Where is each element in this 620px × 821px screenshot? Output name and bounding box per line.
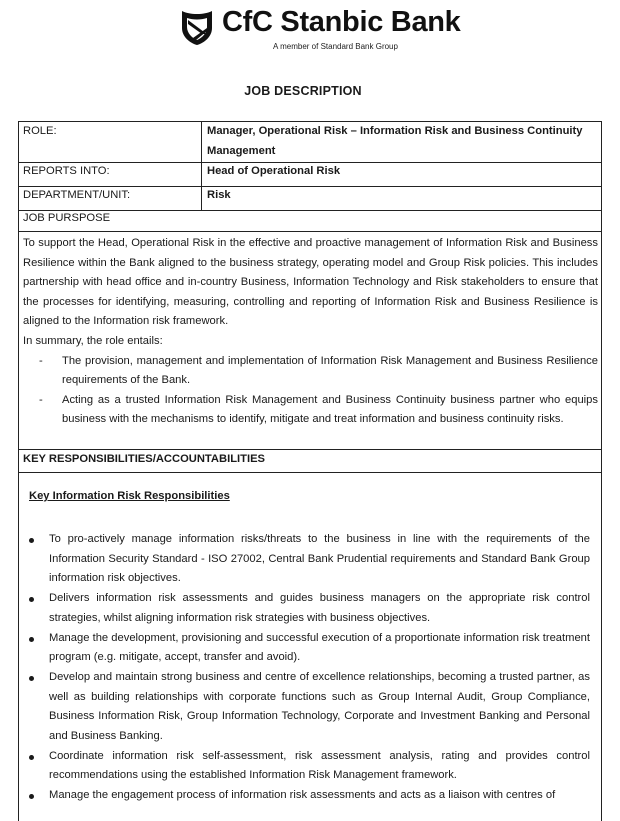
bullet-icon [29, 676, 34, 681]
responsibility-text: Coordinate information risk self-assessment, risk assessment analysis, rating and provides control recommendations using the established Information Risk Management framework. [49, 749, 590, 781]
purpose-section [23, 234, 598, 430]
responsibility-text: Manage the engagement process of information risk assessments and acts as a liaison with centres of [49, 789, 556, 801]
responsibility-text: Delivers information risk assessments and guides business managers on the appropriate risk control strategies, whilst aligning information risk strategies with business objectives. [49, 592, 590, 624]
role-value: Manager, Operational Risk – Information Risk and Business Continuity Management [207, 125, 583, 157]
bullet-icon [29, 597, 34, 602]
responsibility-text: Manage the development, provisioning and successful execution of a proportionate information risk treatment program (e.g. mitigate, accept, transfer and avoid). [49, 631, 590, 663]
reports-into-value: Head of Operational Risk [207, 165, 341, 177]
row-divider [19, 231, 601, 232]
summary-item-text: The provision, management and implementation of Information Risk Management and Business Resilience requirements of the Bank. [62, 354, 598, 387]
summary-item-text: Acting as a trusted Information Risk Management and Business Continuity business partner who equips business with the mechanisms to identify, mitigate and treat information and business continuity risks. [62, 393, 598, 426]
document-title: JOB DESCRIPTION [244, 84, 362, 98]
reports-into-label: REPORTS INTO: [23, 165, 110, 177]
responsibilities-subheading: Key Information Risk Responsibilities [29, 490, 230, 502]
row-divider [19, 472, 601, 473]
responsibility-text: Develop and maintain strong business and centre of excellence relationships, becoming a trusted partner, as well as building relationships with corporate functions such as Group Internal Audit, Group Compliance, Business Information Risk, Group Information Technology, Corporate and Investment Banking and Personal and Business Banking. [49, 671, 590, 742]
list-item [27, 530, 590, 589]
list-item [27, 589, 590, 628]
role-label: ROLE: [23, 125, 57, 137]
list-item [23, 352, 598, 391]
letterhead [0, 0, 620, 60]
dash-marker: - [39, 354, 43, 367]
bullet-icon [29, 637, 34, 642]
purpose-paragraph: To support the Head, Operational Risk in the effective and proactive management of Information Risk and Business Resilience within the Bank aligned to the business strategy, operating model and Group Risk policies. This includes partnership with head office and in-country Business, Information Technology and Risk stakeholders to ensure that the processes for identifying, measuring, controlling and reporting of Information Risk and Business Resilience is aligned to the Information risk framework. [23, 237, 598, 328]
responsibilities-heading: KEY RESPONSIBILITIES/ACCOUNTABILITIES [23, 453, 266, 465]
summary-list [23, 352, 598, 430]
department-value: Risk [207, 189, 231, 201]
bullet-icon [29, 794, 34, 799]
bullet-icon [29, 755, 34, 760]
department-label: DEPARTMENT/UNIT: [23, 189, 131, 201]
list-item [27, 747, 590, 786]
list-item [27, 786, 590, 806]
dash-marker: - [39, 393, 43, 406]
shield-logo-icon [180, 8, 214, 46]
summary-intro: In summary, the role entails: [23, 334, 163, 347]
column-divider [201, 122, 202, 210]
responsibilities-list [27, 530, 590, 806]
brand-tagline: A member of Standard Bank Group [273, 42, 398, 51]
purpose-heading: JOB PURSPOSE [23, 212, 111, 224]
responsibility-text: To pro-actively manage information risks/threats to the business in line with the requirements of the Information Security Standard - ISO 27002, Central Bank Prudential requirements and Standard Bank Group information risk objectives. [49, 533, 590, 584]
job-description-table [18, 121, 602, 821]
list-item [27, 668, 590, 746]
brand-name: CfC Stanbic Bank [222, 6, 461, 38]
bullet-icon [29, 538, 34, 543]
list-item [27, 629, 590, 668]
list-item [23, 391, 598, 430]
